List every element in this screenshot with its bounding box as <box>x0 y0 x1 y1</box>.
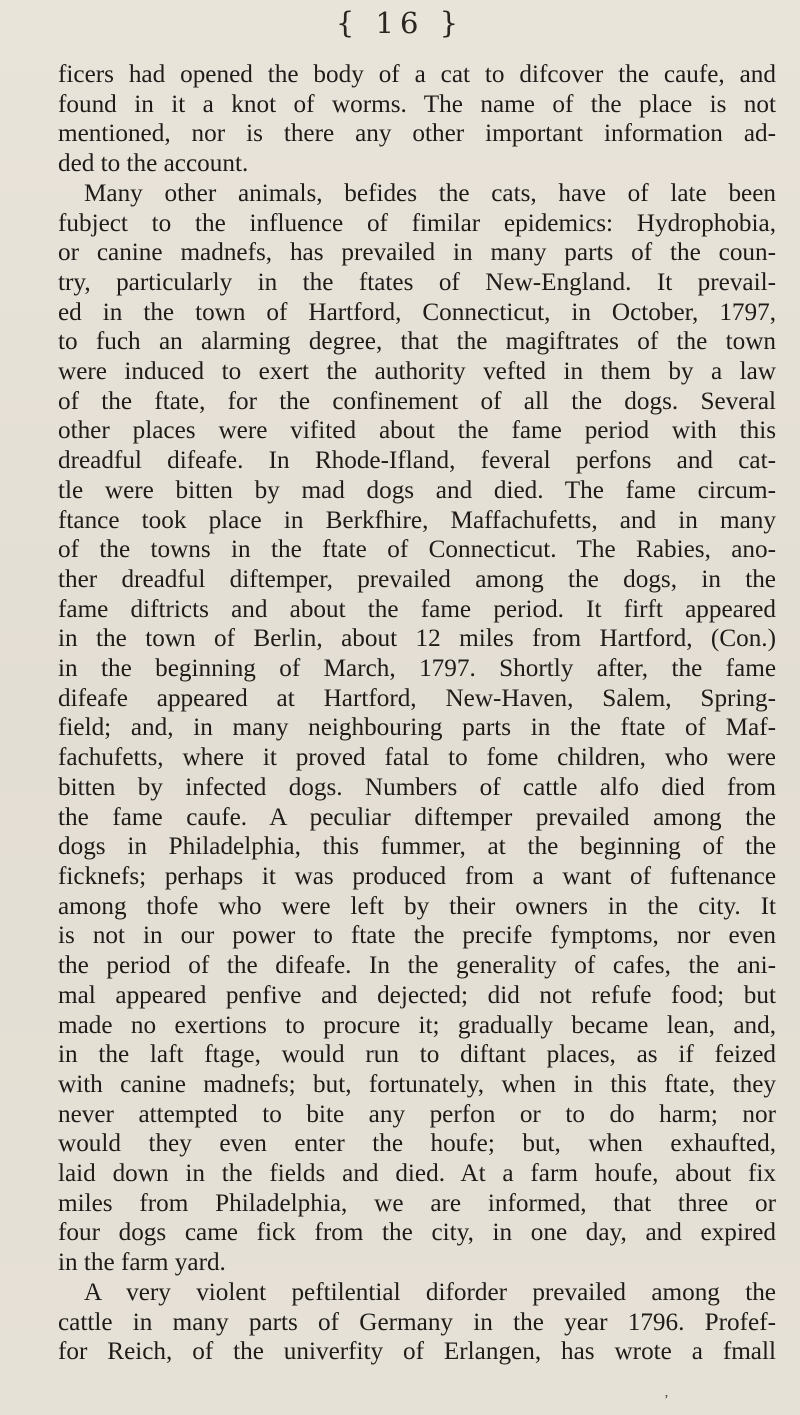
text-line: in the farm yard. <box>58 1249 226 1277</box>
text-line: cattle in many parts of Germany in the year 1796. Profef- <box>58 1308 776 1336</box>
text-line: with canine madnefs; but, fortunately, when in this ftate, they <box>58 1070 776 1098</box>
text-line: laid down in the fields and died. At a farm houfe, about fix <box>58 1160 776 1188</box>
text-line: try, particularly in the ftates of New-England. It prevail- <box>58 268 776 296</box>
text-line: made no exertions to procure it; gradually became lean, and, <box>58 1011 776 1039</box>
text-line: ed in the town of Hartford, Connecticut, in October, 1797, <box>58 298 776 326</box>
text-line: bitten by infected dogs. Numbers of cattle alfo died from <box>58 773 776 801</box>
text-line: fame diftricts and about the fame period. It firft appeared <box>58 595 776 623</box>
text-line: of the ftate, for the confinement of all the dogs. Several <box>58 387 776 415</box>
text-line: for Reich, of the univerfity of Erlangen, has wrote a fmall <box>58 1338 776 1366</box>
text-line: fachufetts, where it proved fatal to fome children, who were <box>58 744 776 772</box>
text-line: dogs in Philadelphia, this fummer, at the beginning of the <box>58 833 776 861</box>
text-line: the period of the difeafe. In the generality of cafes, the ani- <box>58 952 776 980</box>
text-line: Many other animals, befides the cats, have of late been <box>84 179 776 207</box>
body-text <box>58 60 776 1367</box>
text-line: other places were vifited about the fame period with this <box>58 417 776 445</box>
text-line: in the laft ftage, would run to diftant places, as if feized <box>58 1041 776 1069</box>
text-line: ther dreadful diftemper, prevailed among the dogs, in the <box>58 565 776 593</box>
text-line: dreadful difeafe. In Rhode-Ifland, feveral perfons and cat- <box>58 447 776 475</box>
text-line: mentioned, nor is there any other important information ad- <box>58 120 776 148</box>
text-line: mal appeared penfive and dejected; did not refufe food; but <box>58 981 776 1009</box>
text-line: found in it a knot of worms. The name of the place is not <box>58 90 776 118</box>
text-line: in the town of Berlin, about 12 miles from Hartford, (Con.) <box>58 625 776 653</box>
text-line: would they even enter the houfe; but, when exhaufted, <box>58 1130 776 1158</box>
text-line: never attempted to bite any perfon or to do harm; nor <box>58 1100 776 1128</box>
text-line: among thofe who were left by their owners in the city. It <box>58 892 776 920</box>
text-line: or canine madnefs, has prevailed in many parts of the coun- <box>58 239 776 267</box>
text-line: ftance took place in Berkfhire, Maffachufetts, and in many <box>58 506 776 534</box>
text-line: ficknefs; perhaps it was produced from a want of fuftenance <box>58 862 776 890</box>
text-line: tle were bitten by mad dogs and died. The fame circum- <box>58 476 776 504</box>
text-line: to fuch an alarming degree, that the magiftrates of the town <box>58 328 776 356</box>
text-line: ded to the account. <box>58 150 249 178</box>
text-line: difeafe appeared at Hartford, New-Haven, Salem, Spring- <box>58 684 776 712</box>
text-line: four dogs came fick from the city, in one day, and expired <box>58 1219 776 1247</box>
text-line: in the beginning of March, 1797. Shortly after, the fame <box>58 655 776 683</box>
text-line: fubject to the influence of fimilar epidemics: Hydrophobia, <box>58 209 776 237</box>
text-line: A very violent peftilential diforder prevailed among the <box>84 1278 776 1306</box>
text-line: ficers had opened the body of a cat to difcover the caufe, and <box>58 61 776 88</box>
text-line: field; and, in many neighbouring parts in the ftate of Maf- <box>58 714 776 742</box>
page-number: { 16 } <box>335 6 465 40</box>
catchword-mark: ’ <box>664 1393 669 1408</box>
text-line: were induced to exert the authority vefted in them by a law <box>58 358 776 386</box>
text-line: is not in our power to ftate the precife fymptoms, nor even <box>58 922 776 950</box>
text-line: miles from Philadelphia, we are informed, that three or <box>58 1189 776 1217</box>
text-line: of the towns in the ftate of Connecticut. The Rabies, ano- <box>58 536 776 564</box>
text-line: the fame caufe. A peculiar diftemper prevailed among the <box>58 803 776 831</box>
